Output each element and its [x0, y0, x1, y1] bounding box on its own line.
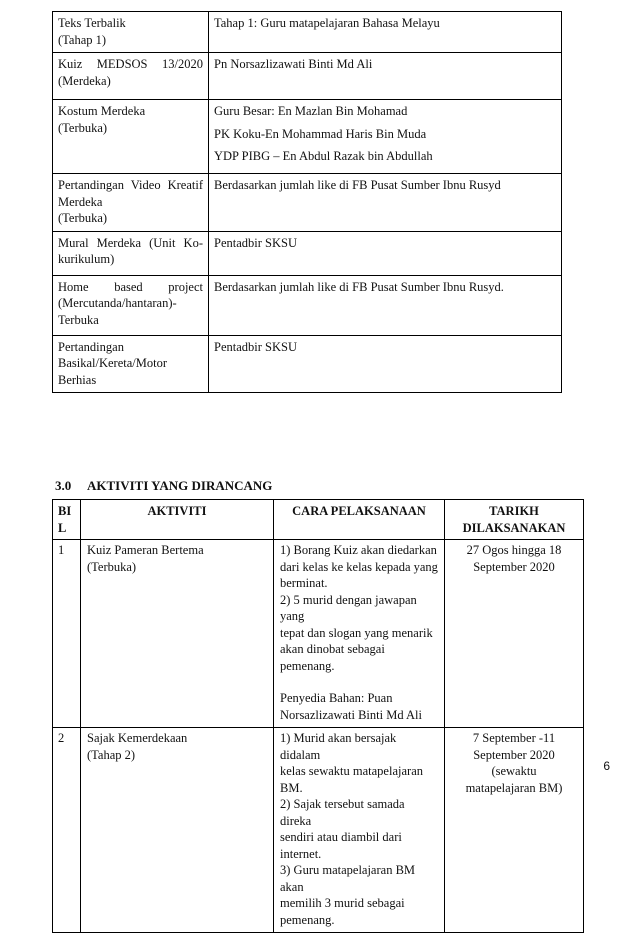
cell-line: 1) Borang Kuiz akan diedarkan	[280, 543, 437, 557]
cell-line: Teks Terbalik	[58, 16, 126, 30]
section-number: 3.0	[55, 478, 72, 493]
cara-cell	[274, 728, 445, 933]
activity-cell	[53, 174, 209, 232]
activity-cell	[53, 100, 209, 174]
table-row	[53, 174, 562, 232]
cell-line: 3) Guru matapelajaran BM akan	[280, 863, 416, 894]
cell-line: Berdasarkan jumlah like di FB Pusat Sumber Ibnu Rusyd	[214, 178, 501, 192]
cell-line: Pentadbir SKSU	[214, 235, 297, 250]
cell-line: Berhias	[58, 372, 97, 387]
cell-line: 1) Murid akan bersajak didalam	[280, 731, 397, 762]
cell-line: berminat.	[280, 576, 328, 590]
header-tarikh	[445, 500, 584, 540]
cell-line: Penyedia Bahan: Puan	[280, 691, 393, 705]
header-bil	[53, 500, 81, 540]
table-row	[53, 53, 562, 100]
cell-line: 2) 5 murid dengan jawapan yang	[280, 592, 417, 623]
responsible-cell	[209, 53, 562, 100]
responsible-cell	[209, 174, 562, 232]
cell-line: YDP PIBG – En Abdul Razak bin Abdullah	[214, 149, 433, 163]
cell-line: (Tahap 1)	[58, 32, 107, 47]
bil-cell: 1	[53, 540, 81, 728]
responsible-cell	[209, 100, 562, 174]
activity-cell	[53, 53, 209, 100]
cell-line: PK Koku-En Mohammad Haris Bin Muda	[214, 126, 427, 141]
cell-line: Berdasarkan jumlah like di FB Pusat Sumber Ibnu Rusyd.	[214, 279, 504, 294]
table-row	[53, 275, 562, 335]
header-aktiviti: AKTIVITI	[81, 500, 274, 540]
cell-line: (sewaktu	[491, 764, 537, 778]
cell-line: dari kelas ke kelas kepada yang	[280, 559, 438, 574]
aktiviti-cell	[81, 540, 274, 728]
cell-line: (Merdeka)	[58, 73, 111, 88]
cell-line: (Mercutanda/hantaran)-	[58, 296, 177, 310]
cell-line: Merdeka	[58, 194, 103, 209]
activities-table	[52, 499, 584, 933]
cara-cell	[274, 540, 445, 728]
header-text: BIL	[58, 504, 72, 535]
activity-cell	[53, 231, 209, 275]
cell-line: Pertandingan	[58, 339, 124, 354]
cell-line: Pentadbir SKSU	[214, 339, 297, 354]
cell-line: Kostum Merdeka	[58, 104, 146, 118]
cell-line: Norsazlizawati Binti Md Ali	[280, 707, 422, 722]
cell-line: 2) Sajak tersebut samada direka	[280, 797, 405, 828]
responsible-cell	[209, 231, 562, 275]
page-number: 6	[603, 759, 610, 773]
cell-line: memilih 3 murid sebagai	[280, 896, 405, 910]
cell-line: Kuiz MEDSOS 13/2020	[58, 57, 203, 71]
cell-line: Pn Norsazlizawati Binti Md Ali	[214, 57, 373, 71]
cell-line: (Terbuka)	[87, 559, 137, 574]
activity-cell	[53, 335, 209, 393]
cell-line: 7 September -11	[472, 731, 556, 745]
cell-line: BM.	[280, 780, 303, 795]
cell-line: matapelajaran BM)	[465, 780, 563, 795]
activity-cell	[53, 275, 209, 335]
responsible-cell	[209, 335, 562, 393]
cell-line: Mural Merdeka (Unit Ko-	[58, 235, 203, 250]
cell-line: Kuiz Pameran Bertema	[87, 543, 204, 557]
cell-line: pemenang.	[280, 912, 335, 927]
cell-line: akan dinobat sebagai pemenang.	[280, 642, 385, 673]
cell-line: Tahap 1: Guru matapelajaran Bahasa Melayu	[214, 16, 440, 30]
cell-line: 27 Ogos hingga 18	[466, 543, 562, 557]
cell-line: Home based project	[58, 279, 203, 294]
cell-line: kelas sewaktu matapelajaran	[280, 764, 423, 778]
tarikh-cell	[445, 728, 584, 933]
table-row	[53, 100, 562, 174]
cell-line: Sajak Kemerdekaan	[87, 731, 188, 745]
cell-line: kurikulum)	[58, 252, 115, 266]
section-heading	[55, 478, 272, 494]
cell-line: Guru Besar: En Mazlan Bin Mohamad	[214, 104, 408, 118]
cell-line: tepat dan slogan yang menarik	[280, 625, 433, 640]
cell-line: (Terbuka)	[58, 211, 108, 225]
table-row	[53, 335, 562, 393]
bil-cell: 2	[53, 728, 81, 933]
committee-table	[52, 11, 562, 393]
table-row	[53, 12, 562, 53]
tarikh-cell	[445, 540, 584, 728]
cell-line: (Terbuka)	[58, 120, 108, 135]
responsible-cell	[209, 275, 562, 335]
responsible-cell	[209, 12, 562, 53]
cell-line: (Tahap 2)	[87, 747, 136, 762]
header-row	[53, 500, 584, 540]
cell-line: Basikal/Kereta/Motor	[58, 356, 167, 370]
cell-line: September 2020	[473, 559, 555, 574]
header-text: TARIKH DILAKSANAKAN	[462, 504, 566, 535]
cell-line: Terbuka	[58, 312, 99, 327]
blank-line	[280, 674, 438, 690]
cell-line: September 2020	[473, 747, 555, 762]
cell-line: sendiri atau diambil dari	[280, 830, 402, 844]
table-row	[53, 540, 584, 728]
activity-cell	[53, 12, 209, 53]
cell-line: internet.	[280, 846, 322, 861]
header-cara: CARA PELAKSANAAN	[274, 500, 445, 540]
section-title: AKTIVITI YANG DIRANCANG	[87, 478, 273, 493]
table-row	[53, 231, 562, 275]
cell-line: Pertandingan Video Kreatif	[58, 178, 203, 192]
table-row	[53, 728, 584, 933]
aktiviti-cell	[81, 728, 274, 933]
